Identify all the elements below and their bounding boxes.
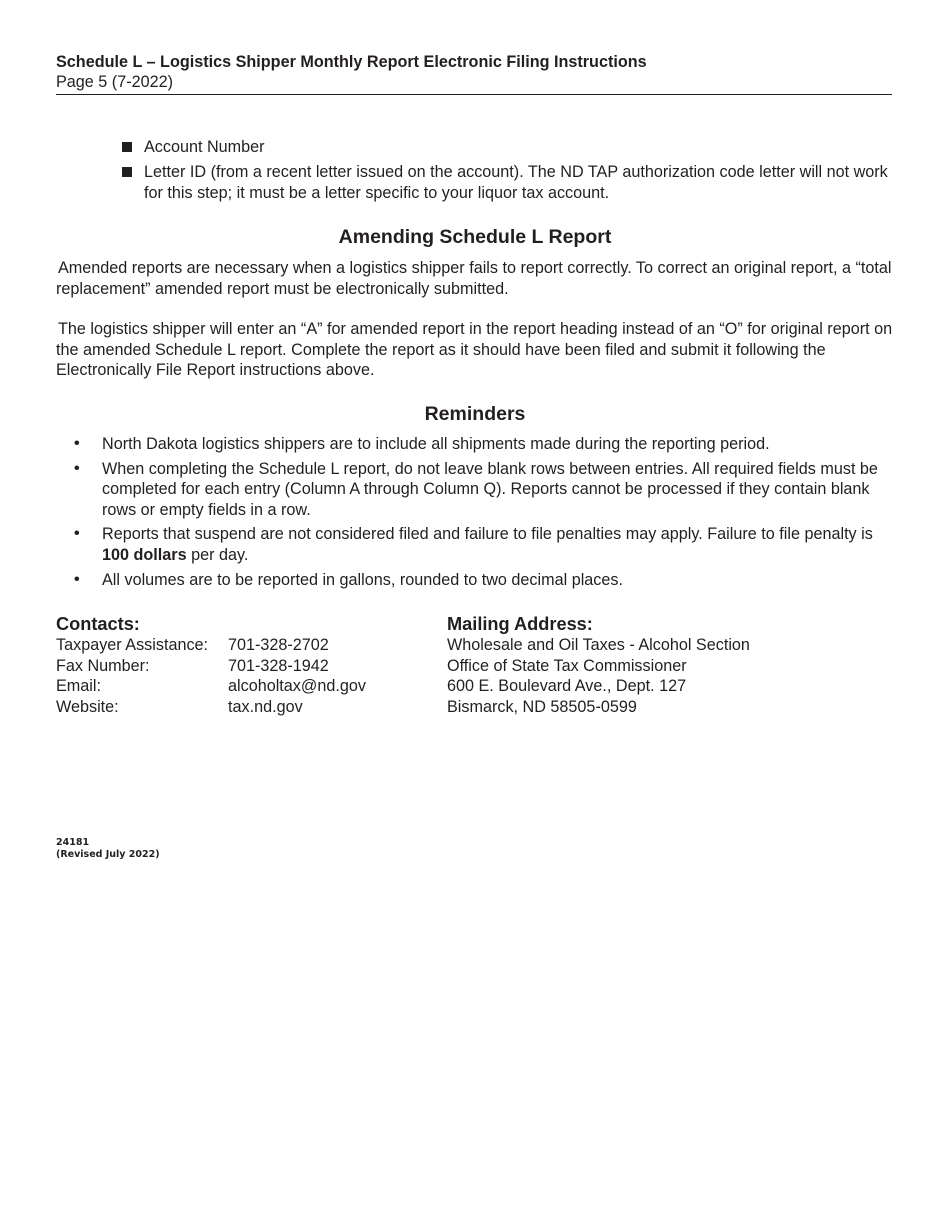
list-item-text	[102, 525, 873, 564]
list-item-text: Account Number	[144, 138, 265, 156]
list-item	[56, 434, 882, 455]
dot-bullet-icon: •	[74, 435, 80, 452]
contact-label: Email:	[56, 677, 101, 696]
list-item-text: All volumes are to be reported in gallons, rounded to two decimal places.	[102, 570, 623, 589]
revision-date: (Revised July 2022)	[56, 848, 160, 860]
form-number: 24181	[56, 837, 90, 848]
reminders-heading: Reminders	[424, 403, 526, 425]
mailing-address-section	[447, 613, 887, 717]
form-footer	[56, 837, 160, 860]
page-number: Page 5 (7-2022)	[56, 73, 173, 91]
list-item-text: When completing the Schedule L report, do not leave blank rows between entries. All required fields must be completed for each entry (Column A through Column Q). Reports cannot be processed if they contain blank rows or empty fields in a row.	[102, 459, 878, 519]
reminders-list	[56, 434, 882, 594]
dot-bullet-icon: •	[74, 459, 80, 477]
dot-bullet-icon: •	[74, 525, 80, 543]
address-line: 600 E. Boulevard Ave., Dept. 127	[447, 677, 687, 696]
contact-value: 701-328-1942	[228, 656, 329, 675]
contact-row	[56, 697, 416, 718]
amending-heading: Amending Schedule L Report	[338, 226, 612, 248]
page-header	[56, 52, 892, 95]
dot-bullet-icon: •	[74, 570, 80, 588]
contact-value: 701-328-2702	[228, 636, 329, 654]
contact-value: alcoholtax@nd.gov	[228, 677, 366, 696]
address-line: Wholesale and Oil Taxes - Alcohol Section	[447, 636, 750, 654]
mailing-heading: Mailing Address:	[447, 614, 593, 634]
penalty-amount: 100 dollars	[102, 545, 187, 564]
penalty-text-pre: Reports that suspend are not considered filed and failure to file penalties may apply. Failure to file penalty is	[102, 525, 873, 544]
contact-label: Fax Number:	[56, 656, 150, 675]
list-item-text: North Dakota logistics shippers are to include all shipments made during the reporting period.	[102, 435, 770, 453]
list-item	[56, 459, 882, 521]
contact-row	[56, 656, 416, 677]
contacts-heading: Contacts:	[56, 614, 140, 634]
address-line: Office of State Tax Commissioner	[447, 656, 687, 675]
address-line: Bismarck, ND 58505-0599	[447, 697, 637, 716]
contact-row	[56, 635, 416, 656]
square-bullet-icon	[122, 142, 132, 152]
contact-label: Website:	[56, 697, 119, 716]
contact-label: Taxpayer Assistance:	[56, 636, 209, 654]
list-item-text: Letter ID (from a recent letter issued on the account). The ND TAP authorization code letter will not work for this step; it must be a letter specific to your liquor tax account.	[144, 163, 888, 202]
list-item	[122, 162, 894, 203]
contact-value: tax.nd.gov	[228, 697, 303, 716]
amending-paragraph-1: Amended reports are necessary when a logistics shipper fails to report correctly. To correct an original report, a “total replacement” amended report must be electronically submitted.	[56, 259, 892, 298]
square-bullet-icon	[122, 167, 132, 177]
list-item	[56, 570, 882, 591]
amending-paragraph-2: The logistics shipper will enter an “A” for amended report in the report heading instead of an “O” for original report on the amended Schedule L report. Complete the report as it should have been filed and submit it following the Electronically File Report instructions above.	[56, 320, 893, 380]
penalty-text-post: per day.	[186, 545, 249, 564]
list-item	[122, 137, 894, 158]
contact-row	[56, 676, 416, 697]
requirements-list	[122, 137, 894, 208]
list-item	[56, 524, 882, 565]
document-title: Schedule L – Logistics Shipper Monthly Report Electronic Filing Instructions	[56, 53, 647, 71]
contacts-section	[56, 613, 416, 717]
